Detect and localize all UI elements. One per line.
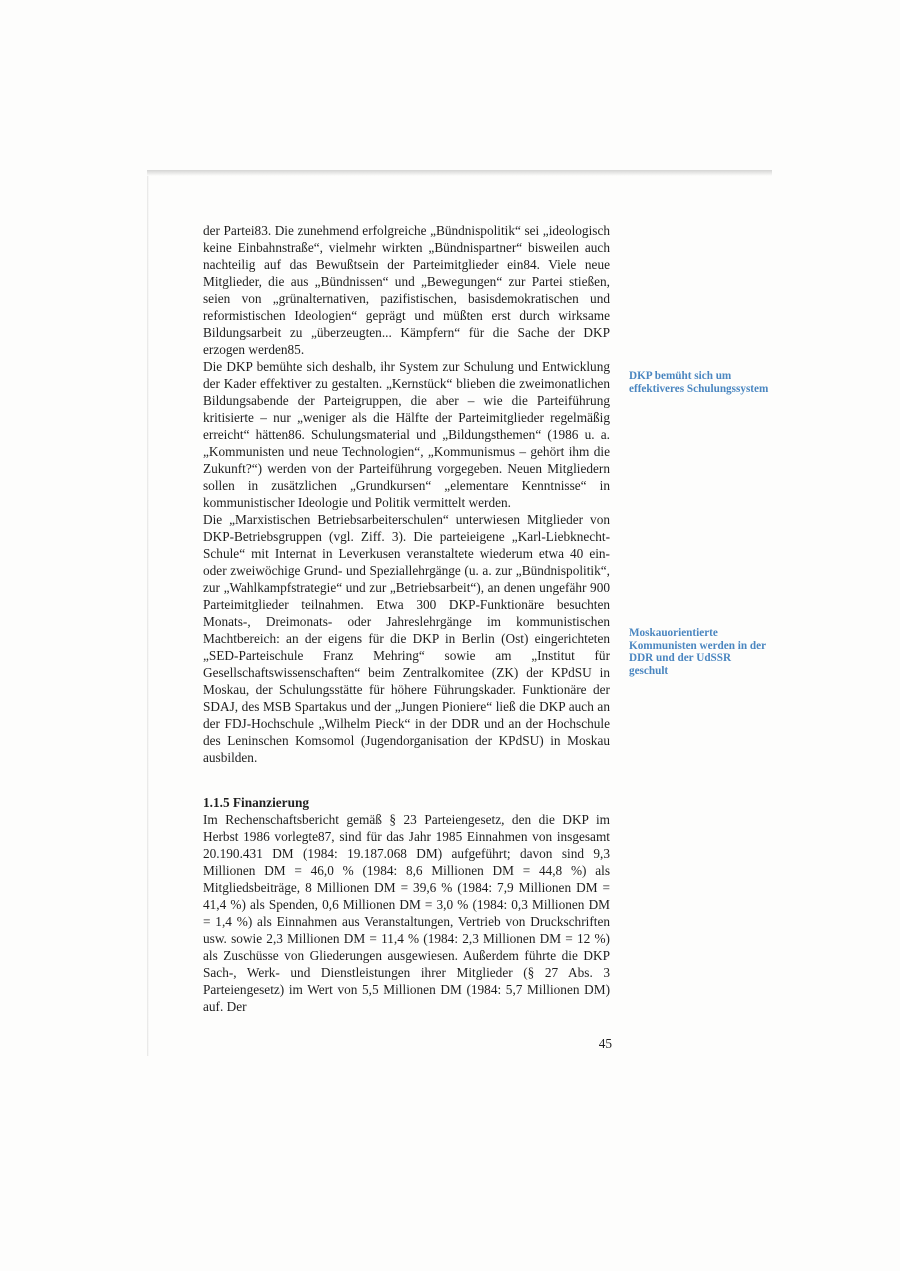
margin-note: DKP bemüht sich um effektiveres Schulungssystem: [629, 370, 769, 395]
scan-shadow-left: [147, 176, 149, 1056]
body-paragraph: Die DKP bemühte sich deshalb, ihr System zur Schulung und Entwicklung der Kader effektiver zu gestalten. „Kernstück“ blieben die zweimonatlichen Bildungsabende der Parteigruppen, die aber – wie die Parteiführung kritisierte – nur „weniger als die Hälfte der Parteimitglieder regelmäßig erreicht“ hätten86. Schulungsmaterial und „Bildungsthemen“ (1986 u. a. „Kommunisten und neue Technologien“, „Kommunismus – gehört ihm die Zukunft?“) werden von der Parteiführung vorgegeben. Neuen Mitgliedern sollen in zusätzlichen „Grundkursen“ „elementare Kenntnisse“ in kommunistischer Ideologie und Politik vermittelt werden.: [203, 359, 610, 510]
body-paragraph: Im Rechenschaftsbericht gemäß § 23 Parteiengesetz, den die DKP im Herbst 1986 vorlegte87, sind für das Jahr 1985 Einnahmen von insgesamt 20.190.431 DM (1984: 19.187.068 DM) aufgeführt; davon sind 9,3 Millionen DM = 46,0 % (1984: 8,6 Millionen DM = 44,8 %) als Mitgliedsbeiträge, 8 Millionen DM = 39,6 % (1984: 7,9 Millionen DM = 41,4 %) als Spenden, 0,6 Millionen DM = 3,0 % (1984: 0,3 Millionen DM = 1,4 %) als Einnahmen aus Veranstaltungen, Vertrieb von Druckschriften usw. sowie 2,3 Millionen DM = 11,4 % (1984: 2,3 Millionen DM = 12 %) als Zuschüsse von Gliederungen ausgewiesen. Außerdem führte die DKP Sach-, Werk- und Dienstleistungen ihrer Mitglieder (§ 27 Abs. 3 Parteiengesetz) im Wert von 5,5 Millionen DM (1984: 5,7 Millionen DM) auf. Der: [203, 812, 610, 1014]
body-paragraph: der Partei83. Die zunehmend erfolgreiche „Bündnispolitik“ sei „ideologisch keine Einbahnstraße“, vielmehr wirkten „Bündnispartner“ bisweilen auch nachteilig auf das Bewußtsein der Parteimitglieder ein84. Viele neue Mitglieder, die aus „Bündnissen“ und „Bewegungen“ zur Partei stießen, seien von „grünalternativen, pazifistischen, basisdemokratischen und reformistischen Ideologien“ geprägt und müßten erst durch wirksame Bildungsarbeit zu „überzeugten... Kämpfern“ für die Sache der DKP erzogen werden85.: [203, 223, 610, 357]
page-number: 45: [598, 1036, 612, 1051]
body-paragraph: Die „Marxistischen Betriebsarbeiterschulen“ unterwiesen Mitglieder von DKP-Betriebsgruppen (vgl. Ziff. 3). Die parteieigene „Karl-Liebknecht-Schule“ mit Internat in Leverkusen veranstaltete wiederum etwa 40 ein- oder zweiwöchige Grund- und Speziallehrgänge (u. a. zur „Bündnispolitik“, zur „Wahlkampfstrategie“ und zur „Betriebsarbeit“), an denen ungefähr 900 Parteimitglieder teilnahmen. Etwa 300 DKP-Funktionäre besuchten Monats-, Dreimonats- oder Jahreslehrgänge im kommunistischen Machtbereich: an der eigens für die DKP in Berlin (Ost) eingerichteten „SED-Parteischule Franz Mehring“ sowie am „Institut für Gesellschaftswissenschaften“ beim Zentralkomitee (ZK) der KPdSU in Moskau, der Schulungsstätte für höhere Führungskader. Funktionäre der SDAJ, des MSB Spartakus und der „Jungen Pioniere“ ließ die DKP auch an der FDJ-Hochschule „Wilhelm Pieck“ in der DDR und an der Hochschule des Leninschen Komsomol (Jugendorganisation der KPdSU) in Moskau ausbilden.: [203, 512, 610, 765]
main-text-column: [203, 222, 610, 1015]
margin-note: Moskauorientierte Kommunisten werden in der DDR und der UdSSR geschult: [629, 627, 766, 677]
scan-shadow-top: [147, 170, 772, 176]
section-heading: 1.1.5 Finanzierung: [203, 795, 310, 810]
